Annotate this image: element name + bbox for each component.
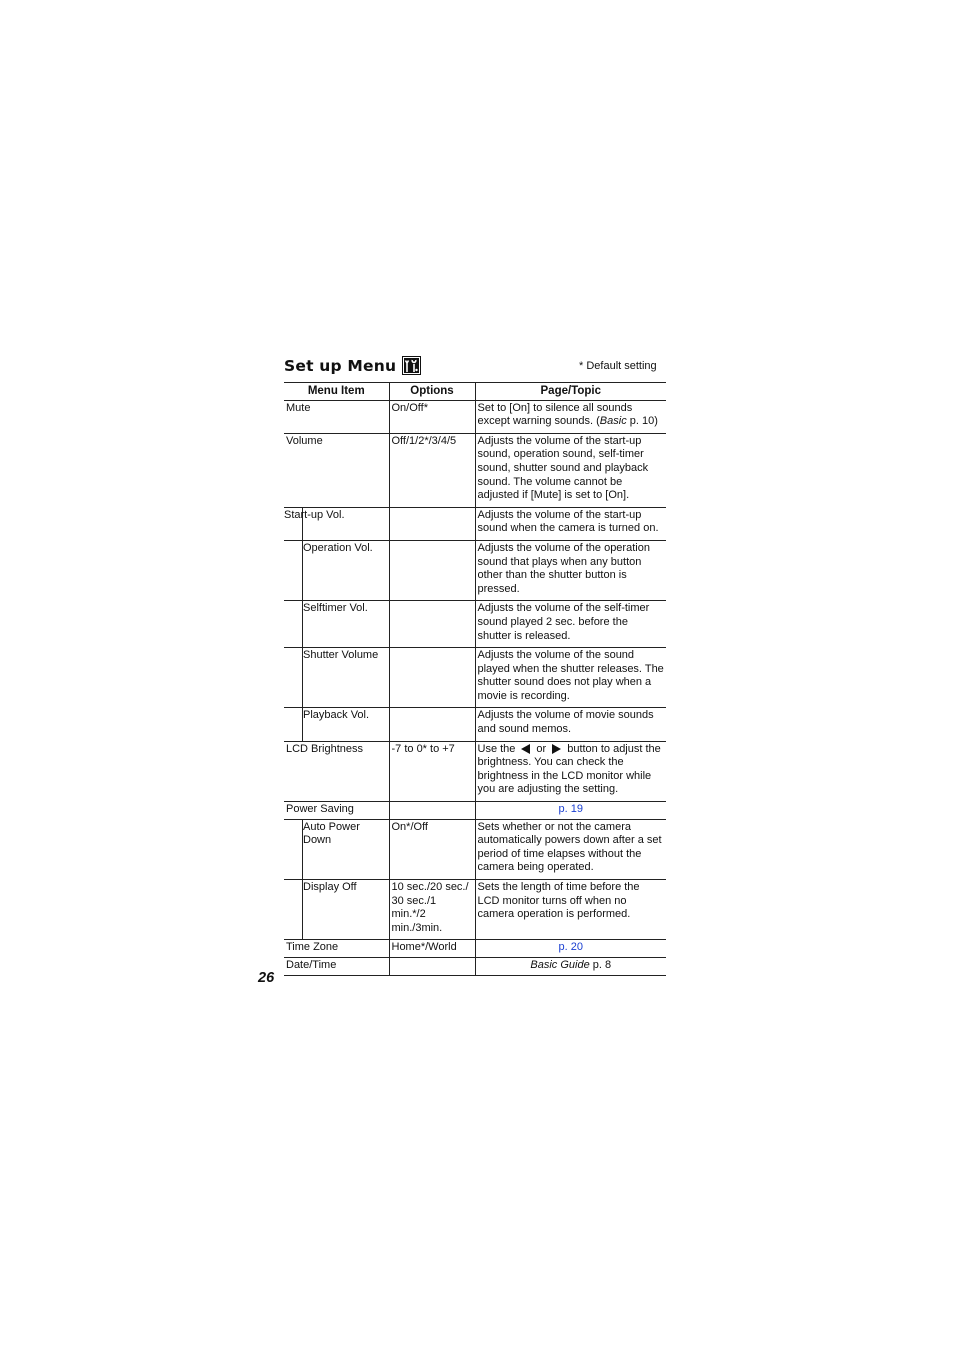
page-link-p19[interactable]: p. 19	[558, 803, 583, 816]
table-row	[284, 507, 666, 540]
topic-text: p. 10)	[626, 415, 658, 428]
setup-wrench-icon	[402, 356, 421, 375]
topic-text: or	[536, 742, 547, 755]
row-item-label: Shutter Volume	[303, 649, 379, 662]
row-topic	[475, 741, 666, 801]
table-row	[284, 880, 666, 940]
table-row	[284, 957, 666, 975]
row-topic: Adjusts the volume of movie sounds and sound memos.	[475, 708, 666, 741]
right-arrow-icon	[552, 744, 561, 754]
row-topic: Sets the length of time before the LCD monitor turns off when no camera operation is performed.	[475, 880, 666, 940]
row-topic: Adjusts the volume of the start-up sound, operation sound, self-timer sound, shutter sound and playback sound. The volume cannot be adjusted if [Mute] is set to [On].	[475, 433, 666, 507]
row-item-display-off	[284, 880, 389, 940]
row-item-date-time: Date/Time	[284, 957, 389, 975]
column-header-page-topic: Page/Topic	[475, 383, 666, 401]
row-options: 10 sec./20 sec./ 30 sec./1 min.*/2 min./3min.	[389, 880, 475, 940]
row-options	[389, 708, 475, 741]
row-options: -7 to 0* to +7	[389, 741, 475, 801]
row-options	[389, 648, 475, 708]
topic-italic: Basic Guide	[530, 958, 590, 971]
row-options: On*/Off	[389, 819, 475, 879]
topic-text: Set to [On] to silence all sounds except warning sounds. (	[477, 401, 633, 428]
row-item-power-saving: Power Saving	[284, 802, 389, 820]
row-item-label: Start-up Vol.	[284, 508, 345, 521]
topic-text: button to adjust the brightness. You can check the brightness in the LCD monitor while you are adjusting the setting.	[477, 742, 661, 796]
table-row	[284, 648, 666, 708]
section-title	[284, 356, 421, 375]
table-row	[284, 433, 666, 507]
row-item-selftimer-vol	[284, 601, 389, 648]
row-options	[389, 601, 475, 648]
row-topic	[475, 957, 666, 975]
topic-reference	[478, 959, 665, 973]
row-item-label: Display Off	[303, 881, 357, 893]
row-options: Home*/World	[389, 940, 475, 958]
row-topic: Adjusts the volume of the start-up sound when the camera is turned on.	[475, 507, 666, 540]
row-item-label: Auto Power Down	[303, 820, 360, 847]
row-item-shutter-volume	[284, 648, 389, 708]
left-arrow-icon	[521, 744, 530, 754]
table-row	[284, 601, 666, 648]
table-row	[284, 708, 666, 741]
row-item-volume: Volume	[284, 433, 389, 507]
row-topic	[475, 802, 666, 820]
row-topic: Adjusts the volume of the operation sound that plays when any button other than the shutter button is pressed.	[475, 540, 666, 600]
table-row	[284, 741, 666, 801]
table-row	[284, 940, 666, 958]
row-topic	[475, 400, 666, 433]
topic-text: p. 8	[589, 958, 612, 971]
row-item-auto-power-down	[284, 819, 389, 879]
row-item-operation-vol	[284, 540, 389, 600]
topic-italic: Basic	[599, 415, 627, 428]
table-row	[284, 819, 666, 879]
row-item-label: Operation Vol.	[303, 541, 373, 554]
row-options: On/Off*	[389, 400, 475, 433]
row-topic	[475, 940, 666, 958]
section-title-text: Set up Menu	[284, 356, 397, 375]
row-topic: Adjusts the volume of the self-timer sound played 2 sec. before the shutter is released.	[475, 601, 666, 648]
setup-menu-table	[284, 382, 666, 976]
table-row	[284, 540, 666, 600]
row-options	[389, 802, 475, 820]
row-item-mute: Mute	[284, 400, 389, 433]
default-setting-note: * Default setting	[579, 360, 657, 372]
row-options	[389, 957, 475, 975]
table-header-row	[284, 383, 666, 401]
table-row	[284, 400, 666, 433]
row-topic: Adjusts the volume of the sound played when the shutter releases. The shutter sound does not play when a movie is recording.	[475, 648, 666, 708]
column-header-menu-item: Menu Item	[284, 383, 389, 401]
page-link-p20[interactable]: p. 20	[558, 941, 583, 954]
topic-text: Use the	[477, 742, 516, 755]
row-item-label: Playback Vol.	[303, 709, 370, 722]
row-topic: Sets whether or not the camera automatically powers down after a set period of time elapses without the camera being operated.	[475, 819, 666, 879]
row-item-time-zone: Time Zone	[284, 940, 389, 958]
page-number: 26	[258, 970, 275, 986]
row-item-lcd-brightness: LCD Brightness	[284, 741, 389, 801]
row-item-playback-vol	[284, 708, 389, 741]
row-item-startup-vol	[284, 507, 389, 540]
row-options	[389, 507, 475, 540]
column-header-options: Options	[389, 383, 475, 401]
table-row	[284, 802, 666, 820]
row-item-label: Selftimer Vol.	[303, 602, 368, 615]
row-options: Off/1/2*/3/4/5	[389, 433, 475, 507]
row-options	[389, 540, 475, 600]
